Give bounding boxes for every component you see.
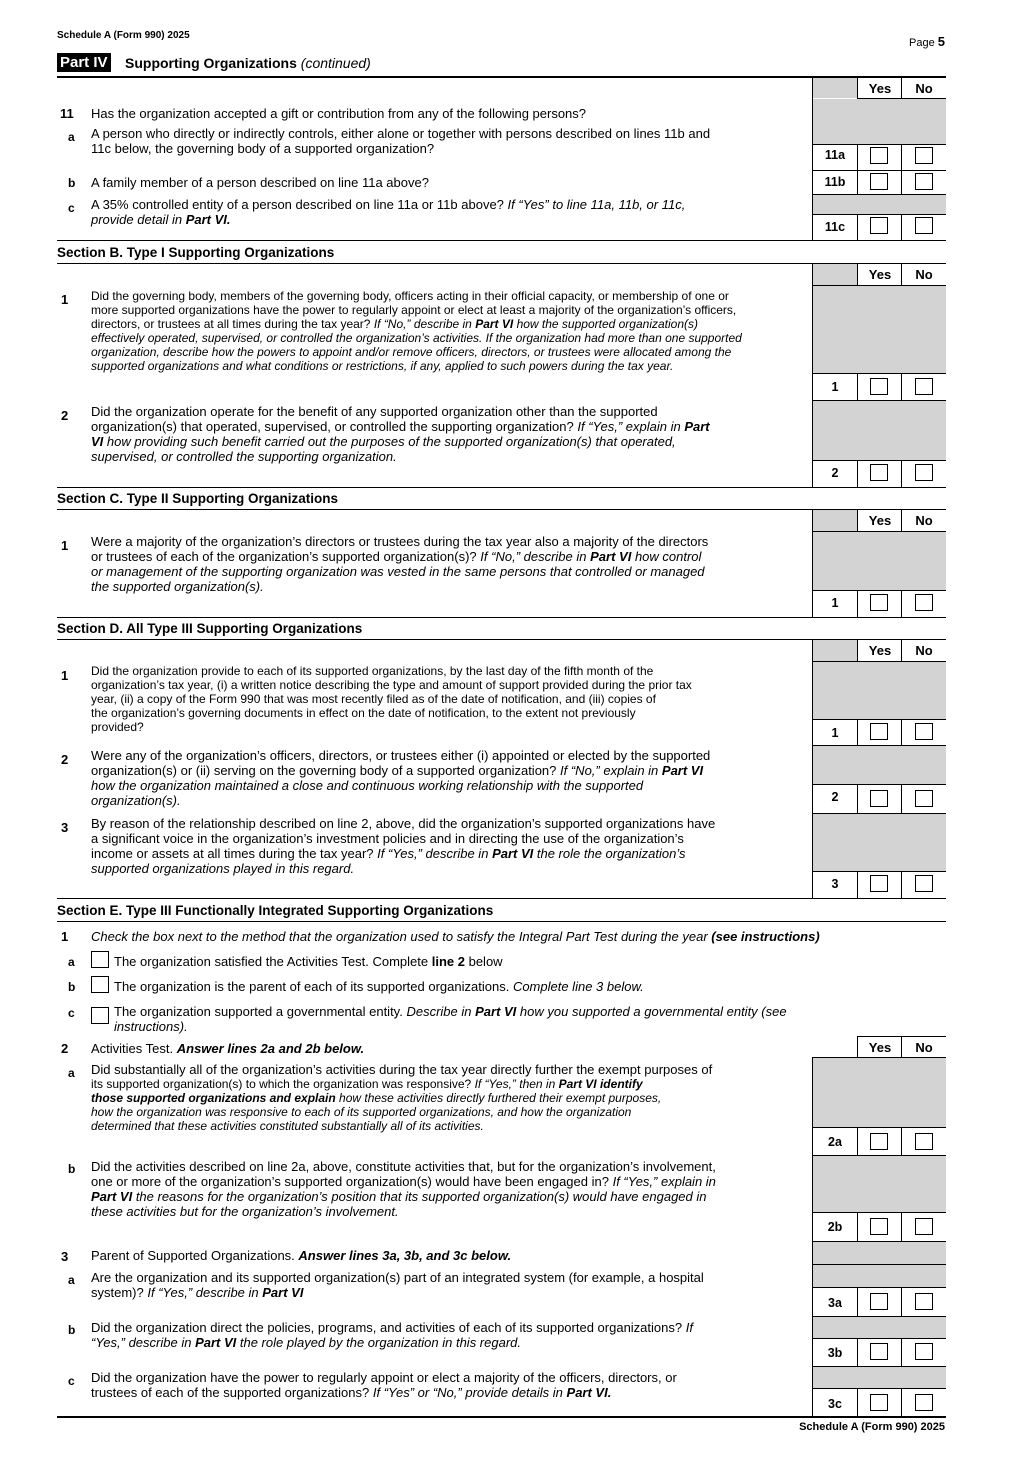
no-header: No bbox=[915, 267, 933, 282]
line-ref: 1 bbox=[831, 726, 839, 740]
yes-checkbox-e3c[interactable] bbox=[870, 1394, 888, 1411]
text: how control bbox=[634, 549, 702, 564]
text: Parent of Supported Organizations. bbox=[91, 1248, 295, 1263]
section-rule bbox=[57, 617, 946, 618]
line-ref: 2 bbox=[831, 466, 839, 480]
text: Answer lines 3a, 3b, and 3c below. bbox=[298, 1248, 512, 1263]
question-e2 bbox=[91, 1041, 364, 1056]
text: or trustees of each of the organization’s supported organization(s)? bbox=[91, 549, 477, 564]
yes-checkbox-d2[interactable] bbox=[870, 790, 888, 807]
text: the organization’s governing documents in effect on the date of notification, to the extent not previously bbox=[91, 706, 636, 720]
yes-checkbox-e3a[interactable] bbox=[870, 1293, 888, 1310]
question-d3 bbox=[91, 816, 715, 876]
question-e1 bbox=[91, 929, 820, 944]
text: organization, describe how the powers to appoint and/or remove officers, directors, or trustees were allocated among the bbox=[91, 345, 732, 359]
form-name-footer: Schedule A (Form 990) 2025 bbox=[799, 1421, 945, 1433]
text: how the organization maintained a close and continuous working relationship with the supported bbox=[91, 778, 644, 793]
section-rule bbox=[57, 898, 946, 899]
section-rule bbox=[57, 240, 946, 241]
text: Part VI bbox=[590, 549, 632, 564]
yes-checkbox-d1[interactable] bbox=[870, 723, 888, 740]
text: If “Yes” to line 11a, 11b, or 11c, bbox=[507, 197, 686, 212]
shade-cell bbox=[813, 1317, 946, 1338]
question-e2b bbox=[91, 1159, 716, 1219]
yes-checkbox-d3[interactable] bbox=[870, 875, 888, 892]
text: how the organization was responsive to each of its supported organizations, and how the organization bbox=[91, 1105, 632, 1119]
no-header: No bbox=[915, 643, 933, 658]
text: “Yes,” describe in bbox=[91, 1335, 192, 1350]
shade-cell bbox=[813, 746, 946, 784]
text: Did the organization have the power to regularly appoint or elect a majority of the officers, directors, or bbox=[91, 1370, 677, 1385]
line-number: 11 bbox=[60, 106, 74, 121]
line-letter: a bbox=[68, 1273, 75, 1287]
yes-checkbox-11a[interactable] bbox=[870, 147, 888, 164]
shade-cell bbox=[813, 532, 946, 590]
no-checkbox-b2[interactable] bbox=[915, 464, 933, 481]
yes-checkbox-e3b[interactable] bbox=[870, 1343, 888, 1360]
text: Were any of the organization’s officers, directors, or trustees either (i) appointed or elected by the supported bbox=[91, 748, 711, 763]
line-ref: 3 bbox=[831, 877, 839, 891]
row-rule bbox=[812, 1127, 946, 1128]
text: If “Yes” or “No,” provide details in bbox=[372, 1385, 563, 1400]
part-label: Part IV bbox=[57, 53, 111, 72]
shade-cell bbox=[813, 99, 946, 144]
line-ref: 11a bbox=[824, 148, 846, 162]
row-rule bbox=[812, 784, 946, 785]
text: VI bbox=[91, 434, 104, 449]
row-rule bbox=[812, 373, 946, 374]
text: If “Yes,” describe in bbox=[377, 846, 489, 861]
text: instructions). bbox=[114, 1019, 188, 1034]
section-c-title: Section C. Type II Supporting Organizations bbox=[57, 491, 339, 506]
question-b2 bbox=[91, 404, 710, 464]
no-checkbox-d2[interactable] bbox=[915, 790, 933, 807]
line-number: 1 bbox=[61, 538, 69, 553]
yes-header: Yes bbox=[868, 1040, 892, 1055]
row-rule bbox=[812, 1287, 946, 1288]
question-e3c bbox=[91, 1370, 677, 1400]
text: Did the activities described on line 2a, above, constitute activities that, but for the organization’s involvement, bbox=[91, 1159, 716, 1174]
text: the reasons for the organization’s position that its supported organization(s) would have engaged in bbox=[135, 1189, 707, 1204]
line-ref: 2b bbox=[827, 1220, 843, 1234]
row-rule bbox=[812, 1388, 946, 1389]
section-d-title: Section D. All Type III Supporting Organizations bbox=[57, 621, 363, 636]
text: more supported organizations have the power to regularly appoint or elect at least a majority of the organization’s officers, bbox=[91, 303, 737, 317]
text: Activities Test. bbox=[91, 1041, 174, 1056]
line-ref: 3c bbox=[828, 1397, 842, 1411]
section-rule bbox=[57, 921, 946, 922]
text: income or assets at all times during the tax year? bbox=[91, 846, 374, 861]
yes-header: Yes bbox=[868, 643, 892, 658]
question-11: Has the organization accepted a gift or contribution from any of the following persons? bbox=[91, 106, 587, 121]
text: By reason of the relationship described on line 2, above, did the organization’s supported organizations have bbox=[91, 816, 716, 831]
yes-checkbox-b1[interactable] bbox=[870, 378, 888, 395]
text: how these activities directly furthered their exempt purposes, bbox=[339, 1091, 662, 1105]
question-b1 bbox=[91, 289, 742, 373]
text: Part VI bbox=[492, 846, 534, 861]
text: Part VI bbox=[91, 1189, 133, 1204]
row-rule bbox=[812, 1212, 946, 1213]
line-letter: c bbox=[68, 1374, 75, 1388]
no-checkbox-11c[interactable] bbox=[915, 217, 933, 234]
option-e1c bbox=[114, 1004, 787, 1034]
line-number: 3 bbox=[61, 820, 69, 835]
row-rule bbox=[812, 460, 946, 461]
checkbox-e1c[interactable] bbox=[91, 1007, 109, 1024]
text: supervised, or controlled the supporting organization. bbox=[91, 449, 397, 464]
text: one or more of the organization’s supported organization(s) would have been engaged in? bbox=[91, 1174, 609, 1189]
row-rule bbox=[812, 1264, 946, 1265]
no-checkbox-b1[interactable] bbox=[915, 378, 933, 395]
shade-cell bbox=[813, 510, 857, 531]
text: If bbox=[685, 1320, 693, 1335]
line-letter: a bbox=[68, 955, 75, 969]
question-e3a bbox=[91, 1270, 704, 1300]
checkbox-e1a[interactable] bbox=[91, 951, 109, 968]
line-number: 1 bbox=[61, 668, 69, 683]
text: the supported organization(s). bbox=[91, 579, 264, 594]
page-word: Page bbox=[909, 37, 935, 49]
section-b-title: Section B. Type I Supporting Organizations bbox=[57, 245, 335, 260]
shade-cell bbox=[813, 640, 857, 661]
no-checkbox-c1[interactable] bbox=[915, 594, 933, 611]
option-e1b bbox=[114, 979, 644, 994]
text: organization(s) or (ii) serving on the governing body of a supported organization? bbox=[91, 763, 557, 778]
text: organization’s tax year, (i) a written notice describing the type and amount of support provided during the prior tax bbox=[91, 678, 692, 692]
no-checkbox-e3b[interactable] bbox=[915, 1343, 933, 1360]
yes-checkbox-b2[interactable] bbox=[870, 464, 888, 481]
text: The organization supported a governmental entity. bbox=[114, 1004, 403, 1019]
text: If “Yes,” describe in bbox=[147, 1285, 259, 1300]
text: Part VI bbox=[262, 1285, 304, 1300]
text: The organization satisfied the Activities Test. Complete bbox=[114, 954, 429, 969]
no-checkbox-e3a[interactable] bbox=[915, 1293, 933, 1310]
text: how you supported a governmental entity (see bbox=[519, 1004, 787, 1019]
text: Part bbox=[684, 419, 710, 434]
part-title-text: Supporting Organizations bbox=[125, 55, 297, 71]
text: Complete line 3 below. bbox=[512, 979, 644, 994]
row-rule bbox=[812, 214, 946, 215]
page-number bbox=[909, 34, 945, 49]
text: how the supported organization(s) bbox=[516, 317, 699, 331]
text: its supported organization(s) to which the organization was responsive? bbox=[91, 1077, 472, 1091]
shade-cell bbox=[813, 814, 946, 871]
line-letter: a bbox=[68, 1066, 75, 1080]
text: The organization is the parent of each of its supported organizations. bbox=[114, 979, 510, 994]
text: If “No,” describe in bbox=[373, 317, 472, 331]
page-number-value: 5 bbox=[937, 34, 945, 49]
line-number: 1 bbox=[61, 929, 69, 944]
part-title bbox=[125, 55, 371, 71]
question-e2a bbox=[91, 1063, 712, 1133]
no-checkbox-d3[interactable] bbox=[915, 875, 933, 892]
line-ref: 11b bbox=[824, 175, 846, 189]
line-number: 3 bbox=[61, 1249, 69, 1264]
text: those supported organizations and explain bbox=[91, 1091, 336, 1105]
text: Are the organization and its supported organization(s) part of an integrated system (for example, a hospital bbox=[91, 1270, 704, 1285]
no-header: No bbox=[915, 1040, 933, 1055]
yes-checkbox-c1[interactable] bbox=[870, 594, 888, 611]
text: Part VI bbox=[661, 763, 704, 778]
row-rule bbox=[812, 1338, 946, 1339]
text: below bbox=[468, 954, 503, 969]
yes-header: Yes bbox=[868, 513, 892, 528]
text: If “Yes,” then in bbox=[474, 1077, 556, 1091]
shade-cell bbox=[813, 195, 946, 214]
question-e3 bbox=[91, 1248, 511, 1263]
line-ref: 2 bbox=[831, 790, 839, 804]
text: supported organizations played in this regard. bbox=[91, 861, 355, 876]
no-checkbox-e3c[interactable] bbox=[915, 1394, 933, 1411]
line-letter: c bbox=[68, 201, 75, 215]
text: line 2 bbox=[431, 954, 465, 969]
line-letter: b bbox=[68, 980, 76, 994]
text: provide detail in bbox=[91, 212, 183, 227]
line-ref: 1 bbox=[831, 596, 839, 610]
text: directors, or trustees at all times during the tax year? bbox=[91, 317, 371, 331]
text: Did substantially all of the organization’s activities during the tax year directly further the exempt purposes of bbox=[91, 1062, 713, 1077]
line-ref: 2a bbox=[828, 1135, 842, 1149]
no-checkbox-11a[interactable] bbox=[915, 147, 933, 164]
text: a significant voice in the organization’s investment policies and in directing the use of the organization’s bbox=[91, 831, 684, 846]
text: Part VI identify bbox=[558, 1077, 643, 1091]
text: If “Yes,” explain in bbox=[612, 1174, 716, 1189]
line-letter: b bbox=[68, 1162, 76, 1176]
text: organization(s). bbox=[91, 793, 181, 808]
row-rule bbox=[812, 871, 946, 872]
line-ref: 11c bbox=[824, 220, 846, 234]
no-checkbox-11b[interactable] bbox=[915, 173, 933, 190]
text: If “Yes,” explain in bbox=[577, 419, 681, 434]
text: Did the organization provide to each of its supported organizations, by the last day of the fifth month of the bbox=[91, 664, 654, 678]
text: effectively operated, supervised, or controlled the organization’s activities. If the organization had more than one supported bbox=[91, 331, 742, 345]
text: A person who directly or indirectly controls, either alone or together with persons described on lines 11b and bbox=[91, 126, 711, 141]
no-checkbox-e2a[interactable] bbox=[915, 1133, 933, 1150]
form-name-header: Schedule A (Form 990) 2025 bbox=[57, 30, 190, 41]
line-number: 2 bbox=[61, 752, 69, 767]
line-ref: 1 bbox=[831, 380, 839, 394]
shade-cell bbox=[813, 1367, 946, 1388]
bottom-rule bbox=[57, 1416, 946, 1418]
yes-checkbox-11b[interactable] bbox=[870, 173, 888, 190]
text: provided? bbox=[91, 720, 144, 734]
text: year, (ii) a copy of the Form 990 that was most recently filed as of the date of notification, and (iii) copies of bbox=[91, 692, 656, 706]
shade-cell bbox=[813, 264, 857, 285]
text: Were a majority of the organization’s directors or trustees during the tax year also a majority of the directors bbox=[91, 534, 709, 549]
yes-checkbox-11c[interactable] bbox=[870, 217, 888, 234]
text: the role the organization’s bbox=[536, 846, 686, 861]
shade-cell bbox=[813, 1156, 946, 1212]
text: Part VI bbox=[195, 1335, 237, 1350]
question-11c bbox=[91, 197, 685, 227]
line-letter: c bbox=[68, 1006, 75, 1020]
text: (see instructions) bbox=[711, 929, 820, 944]
text: Answer lines 2a and 2b below. bbox=[176, 1041, 365, 1056]
section-e-title: Section E. Type III Functionally Integrated Supporting Organizations bbox=[57, 903, 494, 918]
question-11b: A family member of a person described on line 11a above? bbox=[91, 175, 429, 190]
row-rule bbox=[812, 170, 946, 171]
text: system)? bbox=[91, 1285, 144, 1300]
section-rule bbox=[57, 487, 946, 488]
yes-checkbox-e2a[interactable] bbox=[870, 1133, 888, 1150]
text: organization(s) that operated, supervised, or controlled the supporting organization? bbox=[91, 419, 574, 434]
shade-cell bbox=[813, 1058, 946, 1127]
option-e1a bbox=[114, 954, 503, 969]
question-c1 bbox=[91, 534, 708, 594]
text: the role played by the organization in this regard. bbox=[239, 1335, 521, 1350]
text: these activities but for the organization’s involvement. bbox=[91, 1204, 399, 1219]
line-number: 1 bbox=[61, 292, 69, 307]
question-d2 bbox=[91, 748, 710, 808]
text: Part VI bbox=[475, 1004, 517, 1019]
text: 11c below, the governing body of a supported organization? bbox=[91, 141, 435, 156]
no-header: No bbox=[915, 81, 933, 96]
text: Part VI bbox=[475, 317, 514, 331]
text: Did the organization direct the policies, programs, and activities of each of its supported organizations? bbox=[91, 1320, 683, 1335]
text: Check the box next to the method that the organization used to satisfy the Integral Part Test during the year bbox=[91, 929, 708, 944]
no-checkbox-d1[interactable] bbox=[915, 723, 933, 740]
text: A 35% controlled entity of a person described on line 11a or 11b above? bbox=[91, 197, 504, 212]
text: Part VI. bbox=[185, 212, 231, 227]
yes-checkbox-e2b[interactable] bbox=[870, 1218, 888, 1235]
yes-header: Yes bbox=[868, 267, 892, 282]
line-letter: a bbox=[68, 130, 75, 144]
row-rule bbox=[812, 719, 946, 720]
no-checkbox-e2b[interactable] bbox=[915, 1218, 933, 1235]
text: If “No,” explain in bbox=[560, 763, 659, 778]
text: Describe in bbox=[406, 1004, 472, 1019]
question-11a bbox=[91, 126, 710, 156]
line-number: 2 bbox=[61, 1041, 69, 1056]
line-letter: b bbox=[68, 1323, 76, 1337]
line-number: 2 bbox=[61, 408, 69, 423]
text: Did the organization operate for the benefit of any supported organization other than the supported bbox=[91, 404, 658, 419]
text: If “No,” describe in bbox=[480, 549, 587, 564]
shade-cell bbox=[813, 286, 946, 373]
part-heading bbox=[57, 54, 111, 72]
line-ref: 3a bbox=[828, 1296, 842, 1310]
line-ref: 3b bbox=[827, 1346, 843, 1360]
line-letter: b bbox=[68, 176, 76, 190]
checkbox-e1b[interactable] bbox=[91, 976, 109, 993]
part-continued: (continued) bbox=[300, 55, 371, 71]
text: or management of the supporting organization was vested in the same persons that controlled or managed bbox=[91, 564, 705, 579]
question-e3b bbox=[91, 1320, 693, 1350]
row-rule bbox=[812, 590, 946, 591]
no-header: No bbox=[915, 513, 933, 528]
text: Did the governing body, members of the governing body, officers acting in their official capacity, or membership of one or bbox=[91, 289, 729, 303]
yes-header: Yes bbox=[868, 81, 892, 96]
row-rule bbox=[812, 144, 946, 145]
text: determined that these activities constituted substantially all of its activities. bbox=[91, 1119, 484, 1133]
shade-cell bbox=[813, 662, 946, 719]
text: Part VI. bbox=[566, 1385, 612, 1400]
text: supported organizations and what conditions or restrictions, if any, applied to such powers during the tax year. bbox=[91, 359, 674, 373]
shade-cell bbox=[813, 78, 857, 98]
text: trustees of each of the supported organizations? bbox=[91, 1385, 370, 1400]
text: how providing such benefit carried out the purposes of the supported organization(s) that operated, bbox=[106, 434, 676, 449]
shade-cell bbox=[813, 401, 946, 460]
question-d1 bbox=[91, 664, 692, 734]
